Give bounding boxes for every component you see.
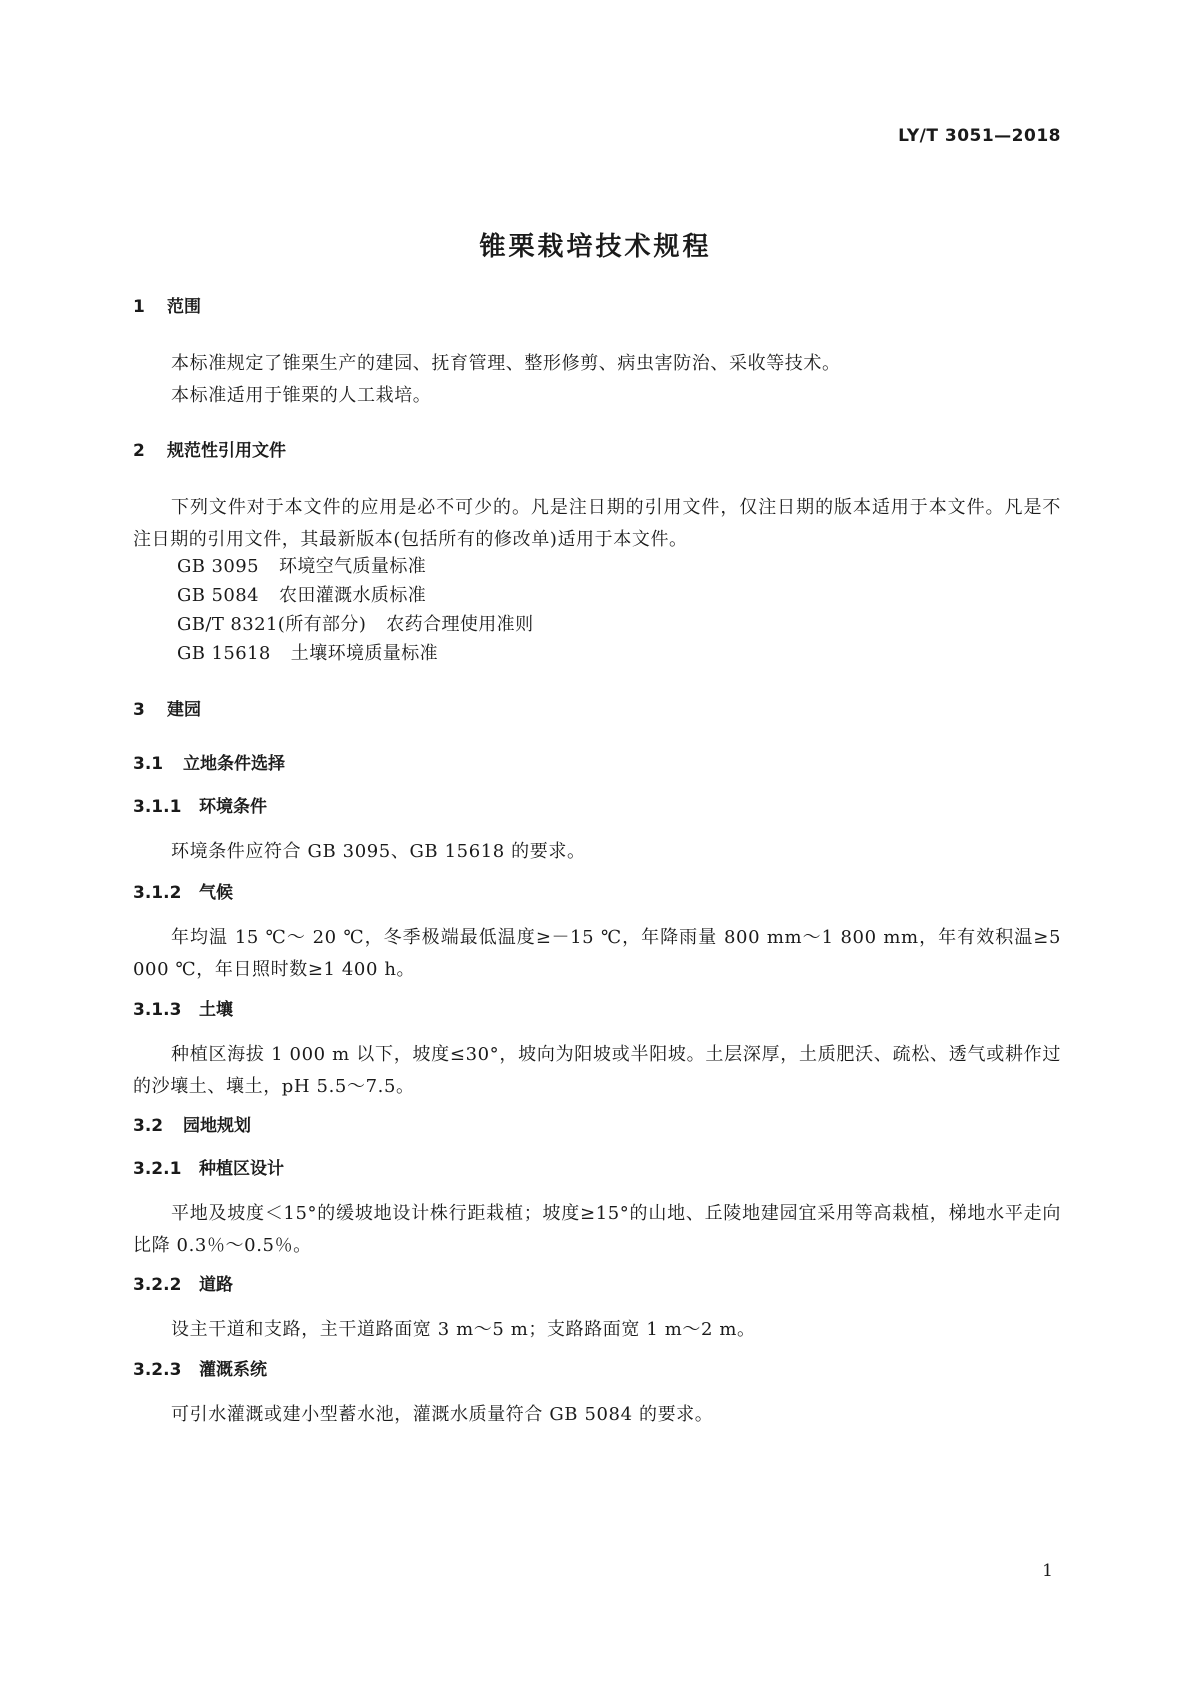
section-3-2-3-text: 可引水灌溉或建小型蓄水池，灌溉水质量符合 GB 5084 的要求。 xyxy=(171,1404,714,1425)
section-3-2-2-text: 设主干道和支路，主干道路面宽 3 m～5 m；支路路面宽 1 m～2 m。 xyxy=(171,1319,756,1340)
page-number: 1 xyxy=(1042,1561,1053,1581)
section-number: 2 xyxy=(133,441,145,461)
reference-code: GB 15618 xyxy=(177,643,271,664)
section-3-1-2-heading xyxy=(133,881,233,905)
section-title: 规范性引用文件 xyxy=(167,441,286,461)
section-3-2-heading xyxy=(133,1114,251,1138)
section-2-heading xyxy=(133,439,286,463)
section-number: 3.1.3 xyxy=(133,1000,182,1020)
section-number: 3.2.3 xyxy=(133,1360,182,1380)
section-3-1-1-text: 环境条件应符合 GB 3095、GB 15618 的要求。 xyxy=(171,841,586,862)
section-number: 3 xyxy=(133,700,145,720)
section-title: 灌溉系统 xyxy=(199,1360,267,1380)
reference-item xyxy=(177,641,438,667)
section-title: 范围 xyxy=(167,297,201,317)
section-3-1-3-heading xyxy=(133,998,233,1022)
section-number: 3.1.2 xyxy=(133,883,182,903)
section-3-1-2-text: 年均温 15 ℃～ 20 ℃，冬季极端最低温度≥－15 ℃，年降雨量 800 mm～1 800 mm，年有效积温≥5 000 ℃，年日照时数≥1 400 h。 xyxy=(133,927,1061,980)
section-title: 园地规划 xyxy=(183,1116,251,1136)
reference-code: GB/T 8321(所有部分) xyxy=(177,614,367,635)
section-3-heading xyxy=(133,698,201,722)
section-number: 1 xyxy=(133,297,145,317)
section-title: 道路 xyxy=(199,1275,233,1295)
reference-item xyxy=(177,583,426,609)
section-title: 立地条件选择 xyxy=(183,754,285,774)
section-3-2-1-heading xyxy=(133,1157,284,1181)
reference-name: 土壤环境质量标准 xyxy=(290,643,438,664)
reference-name: 农药合理使用准则 xyxy=(386,614,534,635)
section-3-2-3-heading xyxy=(133,1358,267,1382)
section-1-heading xyxy=(133,295,201,319)
section-title: 土壤 xyxy=(199,1000,233,1020)
standard-code: LY/T 3051—2018 xyxy=(898,126,1061,146)
reference-name: 环境空气质量标准 xyxy=(278,556,427,577)
section-number: 3.2.2 xyxy=(133,1275,182,1295)
section-number: 3.1 xyxy=(133,754,164,774)
section-3-2-1-text: 平地及坡度＜15°的缓坡地设计株行距栽植；坡度≥15°的山地、丘陵地建园宜采用等高栽植，梯地水平走向比降 0.3％～0.5％。 xyxy=(133,1203,1061,1256)
section-number: 3.2.1 xyxy=(133,1159,182,1179)
section-3-1-1-heading xyxy=(133,795,267,819)
reference-code: GB 3095 xyxy=(177,556,259,577)
reference-code: GB 5084 xyxy=(177,585,259,606)
section-3-1-heading xyxy=(133,752,285,776)
section-1-paragraph-1: 本标准规定了锥栗生产的建园、抚育管理、整形修剪、病虫害防治、采收等技术。 xyxy=(171,353,841,374)
section-3-2-2-heading xyxy=(133,1273,233,1297)
section-title: 建园 xyxy=(167,700,201,720)
reference-item xyxy=(177,612,533,638)
section-number: 3.2 xyxy=(133,1116,164,1136)
section-title: 种植区设计 xyxy=(199,1159,284,1179)
section-3-1-3-text: 种植区海拔 1 000 m 以下，坡度≤30°，坡向为阳坡或半阳坡。土层深厚，土质肥沃、疏松、透气或耕作过的沙壤土、壤土，pH 5.5～7.5。 xyxy=(133,1044,1061,1097)
reference-item xyxy=(177,554,426,580)
section-number: 3.1.1 xyxy=(133,797,182,817)
section-2-intro: 下列文件对于本文件的应用是必不可少的。凡是注日期的引用文件，仅注日期的版本适用于本文件。凡是不注日期的引用文件，其最新版本(包括所有的修改单)适用于本文件。 xyxy=(133,497,1061,550)
section-1-paragraph-2: 本标准适用于锥栗的人工栽培。 xyxy=(171,385,432,406)
reference-name: 农田灌溉水质标准 xyxy=(278,585,427,606)
document-title: 锥栗栽培技术规程 xyxy=(479,232,712,262)
section-title: 气候 xyxy=(199,883,233,903)
section-title: 环境条件 xyxy=(199,797,267,817)
